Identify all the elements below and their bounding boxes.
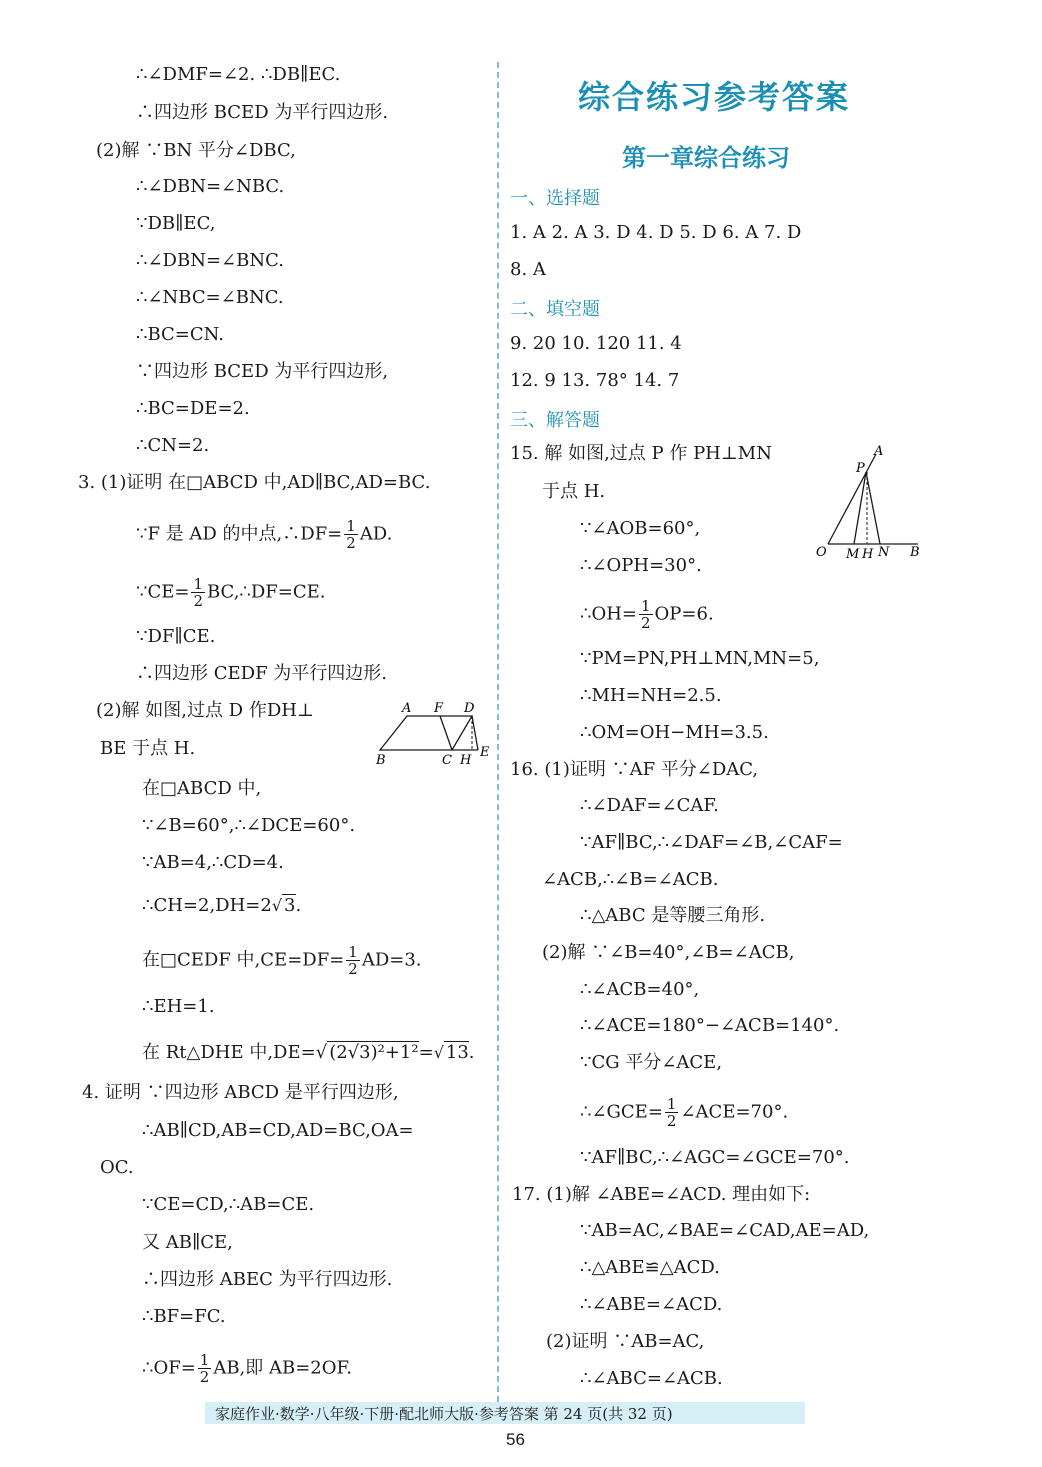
angle-figure xyxy=(812,442,926,562)
text-line: (2)解 如图,过点 D 作DH⊥ xyxy=(96,700,314,721)
label-p: P xyxy=(856,461,865,476)
label-f: F xyxy=(434,701,444,716)
text-line: 又 AB∥CE, xyxy=(142,1232,233,1253)
text-line: ∴∠GCE= $\frac{1}{2}$ ∠ACE=70°. xyxy=(580,1095,789,1130)
text-line: ∵CE= $\frac{1}{2}$ BC,∴DF=CE. xyxy=(136,575,326,610)
text-line: ∴BF=FC. xyxy=(142,1306,226,1327)
label-m: M xyxy=(846,547,860,562)
text-line: ∵AB=AC,∠BAE=∠CAD,AE=AD, xyxy=(580,1220,870,1241)
label-d: D xyxy=(464,701,475,716)
text-line: ∵四边形 BCED 为平行四边形, xyxy=(136,361,389,382)
text-line: 9. 20 10. 120 11. 4 xyxy=(510,333,682,354)
text-line: 于点 H. xyxy=(542,481,606,502)
fraction: $\frac{1}{2}$ xyxy=(666,1095,677,1130)
label-b: B xyxy=(376,753,386,768)
column-divider xyxy=(497,62,499,1402)
page-number: 56 xyxy=(506,1430,525,1449)
text-line: ∴∠DMF=∠2. ∴DB∥EC. xyxy=(136,64,341,85)
text-line: (2)解 ∵∠B=40°,∠B=∠ACB, xyxy=(542,942,795,963)
main-title: 综合练习参考答案 xyxy=(578,78,851,116)
text-line: OC. xyxy=(100,1157,134,1178)
label-b: B xyxy=(910,545,920,560)
text-line: (2)证明 ∵AB=AC, xyxy=(546,1331,705,1352)
text-line: ∴∠OPH=30°. xyxy=(580,555,702,576)
text-line: ∠ACB,∴∠B=∠ACB. xyxy=(542,869,719,890)
text-line: 15. 解 如图,过点 P 作 PH⊥MN xyxy=(510,443,772,464)
label-h: H xyxy=(862,547,874,562)
text-line: 12. 9 13. 78° 14. 7 xyxy=(510,370,680,391)
text-line: ∵AB=4,∴CD=4. xyxy=(142,852,284,873)
text-line: ∴OH= $\frac{1}{2}$ OP=6. xyxy=(580,597,714,632)
text-line: 8. A xyxy=(510,259,546,280)
section-heading: 二、填空题 xyxy=(510,299,600,320)
text-line: 在□CEDF 中,CE=DF= $\frac{1}{2}$ AD=3. xyxy=(142,943,422,978)
text-line: ∴CN=2. xyxy=(136,435,210,456)
text-line: ∴△ABC 是等腰三角形. xyxy=(580,905,766,926)
label-a: A xyxy=(402,701,412,716)
text-line: 在 Rt△DHE 中,DE=√ (2√3)²+1²=√ 13. xyxy=(142,1042,475,1063)
text-line: ∴四边形 ABEC 为平行四边形. xyxy=(142,1269,393,1290)
text-line: ∴∠ABE=∠ACD. xyxy=(580,1294,723,1315)
text-line: ∵DF∥CE. xyxy=(136,626,216,647)
label-h: H xyxy=(460,753,472,768)
text-line: ∴∠ACE=180°−∠ACB=140°. xyxy=(580,1015,840,1036)
fraction: $\frac{1}{2}$ xyxy=(348,943,358,978)
text-line: ∴AB∥CD,AB=CD,AD=BC,OA= xyxy=(142,1120,414,1141)
text-line: 1. A 2. A 3. D 4. D 5. D 6. A 7. D xyxy=(510,222,802,243)
text-line: ∵∠AOB=60°, xyxy=(580,518,701,539)
fraction: $\frac{1}{2}$ xyxy=(193,575,203,610)
text-line: 16. (1)证明 ∵AF 平分∠DAC, xyxy=(510,759,759,780)
fraction: $\frac{1}{2}$ xyxy=(641,597,651,632)
text-line: 3. (1)证明 在□ABCD 中,AD∥BC,AD=BC. xyxy=(78,472,431,493)
label-e: E xyxy=(480,745,490,760)
label-n: N xyxy=(878,545,890,560)
text-line: ∴OM=OH−MH=3.5. xyxy=(580,722,769,743)
text-line: ∴△ABE≌△ACD. xyxy=(580,1257,720,1278)
text-line: ∴∠ABC=∠ACB. xyxy=(580,1368,723,1389)
text-line: ∴CH=2,DH=2√ 3. xyxy=(142,895,302,916)
text-line: ∴∠ACB=40°, xyxy=(580,979,700,1000)
fraction: $\frac{1}{2}$ xyxy=(199,1351,210,1386)
text-line: ∴∠DBN=∠BNC. xyxy=(136,250,284,271)
section-heading: 一、选择题 xyxy=(510,188,600,209)
text-line: ∴BC=DE=2. xyxy=(136,398,250,419)
text-line: ∵AF∥BC,∴∠DAF=∠B,∠CAF= xyxy=(580,832,843,853)
text-line: ∵F 是 AD 的中点,∴DF= $\frac{1}{2}$ AD. xyxy=(136,517,393,552)
text-line: ∴MH=NH=2.5. xyxy=(580,685,722,706)
parallelogram-figure xyxy=(372,696,496,768)
label-c: C xyxy=(442,753,452,768)
fraction: $\frac{1}{2}$ xyxy=(346,517,356,552)
text-line: ∴∠NBC=∠BNC. xyxy=(136,287,284,308)
text-line: ∵CG 平分∠ACE, xyxy=(580,1052,723,1073)
footer-text: 家庭作业·数学·八年级·下册·配北师大版·参考答案 第 24 页(共 32 页) xyxy=(215,1405,673,1423)
text-line: ∴BC=CN. xyxy=(136,324,224,345)
text-line: ∵PM=PN,PH⊥MN,MN=5, xyxy=(580,648,820,669)
text-line: ∵CE=CD,∴AB=CE. xyxy=(142,1194,315,1215)
text-line: ∵∠B=60°,∴∠DCE=60°. xyxy=(142,815,356,836)
text-line: ∴∠DAF=∠CAF. xyxy=(580,795,719,816)
text-line: ∴四边形 CEDF 为平行四边形. xyxy=(136,663,387,684)
text-line: ∵DB∥EC, xyxy=(136,213,216,234)
text-line: ∴EH=1. xyxy=(142,996,215,1017)
text-line: ∴OF= $\frac{1}{2}$ AB,即 AB=2OF. xyxy=(142,1351,352,1386)
chapter-title: 第一章综合练习 xyxy=(622,144,790,172)
text-line: 在□ABCD 中, xyxy=(142,778,262,799)
text-line: 4. 证明 ∵四边形 ABCD 是平行四边形, xyxy=(82,1082,399,1103)
text-line: BE 于点 H. xyxy=(100,738,196,759)
text-line: ∴四边形 BCED 为平行四边形. xyxy=(136,102,389,123)
section-heading: 三、解答题 xyxy=(510,410,600,431)
text-line: 17. (1)解 ∠ABE=∠ACD. 理由如下: xyxy=(512,1184,811,1205)
label-a: A xyxy=(874,444,884,459)
text-line: ∵AF∥BC,∴∠AGC=∠GCE=70°. xyxy=(580,1147,850,1168)
text-line: (2)解 ∵BN 平分∠DBC, xyxy=(96,140,296,161)
label-o: O xyxy=(816,545,827,560)
text-line: ∴∠DBN=∠NBC. xyxy=(136,176,285,197)
